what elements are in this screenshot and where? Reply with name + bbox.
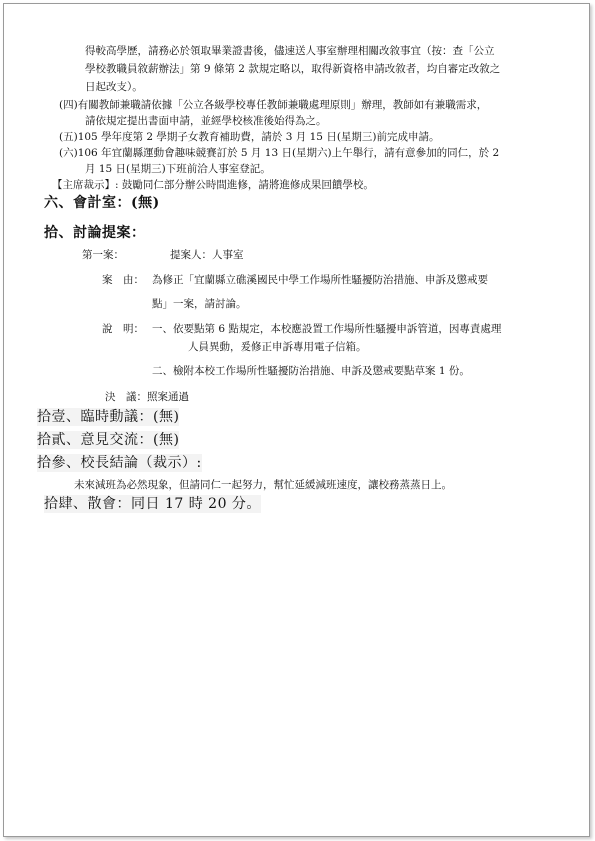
text-line: 學校教職員敘薪辦法」第 9 條第 2 款規定略以，取得新資格申請改敘者，均自審定改敘之 xyxy=(85,63,501,75)
section-discussion: 拾、討論提案： xyxy=(44,225,146,241)
document-page xyxy=(3,3,590,837)
proposal-reason-line: 為修正「宜蘭縣立礁溪國民中學工作場所性騷擾防治措施、申訴及懲戒要 xyxy=(152,274,488,286)
text-line: 請依規定提出書面申請，並經學校核准後始得為之。 xyxy=(85,115,327,127)
proposal-reason-line: 點」一案，請討論。 xyxy=(152,298,247,310)
proposal-explain-line: 一、依要點第 6 點規定，本校應設置工作場所性騷擾申訴管道，因專責處理 xyxy=(152,323,502,335)
section-accounting: 六、會計室：(無) xyxy=(44,195,160,211)
text-line: 得較高學歷，請務必於領取畢業證書後，儘速送人事室辦理相關改敘事宜（按：查「公立 xyxy=(85,45,495,57)
principal-conclusion-text: 未來減班為必然現象，但請同仁一起努力，幫忙延緩減班速度，讓校務蒸蒸日上。 xyxy=(74,479,452,491)
section-principal-conclusion: 拾參、校長結論（裁示）: xyxy=(37,455,202,471)
section-opinion-exchange: 拾貳、意見交流：(無) xyxy=(37,432,180,448)
chairman-instruction: 【主席裁示】: 鼓勵同仁部分辦公時間進修，請將進修成果回饋學校。 xyxy=(52,179,374,191)
section-extempore-motions: 拾壹、臨時動議：(無) xyxy=(37,409,180,425)
proposal-explain-line: 人員異動，爰修正申訴專用電子信箱。 xyxy=(188,341,367,353)
section-adjournment: 拾肆、散會：同日 17 時 20 分。 xyxy=(44,496,261,512)
text-line: (六)106 年宜蘭縣運動會趣味競賽訂於 5 月 13 日(星期六)上午舉行，請有意參加的同仁，於 2 xyxy=(59,147,500,159)
proposal-reason-label: 案 由： xyxy=(102,274,144,286)
text-line: 月 15 日(星期三)下班前洽人事室登記。 xyxy=(85,163,271,175)
proposal-number: 第一案： xyxy=(82,249,124,261)
proposal-explain-line: 二、檢附本校工作場所性騷擾防治措施、申訴及懲戒要點草案 1 份。 xyxy=(152,365,470,377)
proposal-proposer: 提案人：人事室 xyxy=(170,249,244,261)
text-line: (四)有關教師兼職請依據「公立各級學校專任教師兼職處理原則」辦理，教師如有兼職需求， xyxy=(59,99,488,111)
text-line: (五)105 學年度第 2 學期子女教育補助費，請於 3 月 15 日(星期三)前完成申請。 xyxy=(59,131,440,143)
text-line: 日起改支）。 xyxy=(85,81,143,93)
proposal-decision: 決 議：照案通過 xyxy=(105,391,189,403)
proposal-explain-label: 說 明： xyxy=(102,323,144,335)
